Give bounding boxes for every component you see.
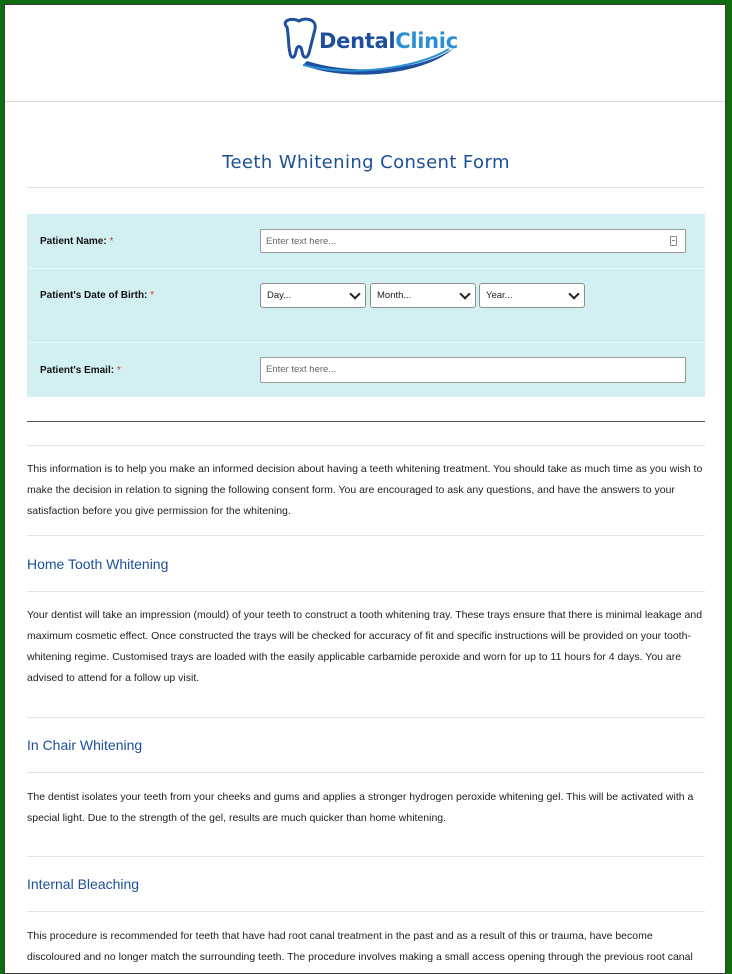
row-separator <box>27 268 705 269</box>
intro-paragraph: This information is to help you make an informed decision about having a teeth whitening treatment. You should take as much time as you wish to make the decision in relation to signing the following consent form. You are encouraged to ask any questions, and have the answers to your satisfaction before you give permission for the whitening. <box>27 463 703 517</box>
email-label: Patient's Email: * <box>40 365 121 376</box>
contact-card-icon <box>670 236 677 246</box>
email-input[interactable] <box>260 357 686 383</box>
form-page <box>4 4 726 974</box>
divider <box>27 911 705 912</box>
divider <box>27 591 705 592</box>
section-heading-internal-bleaching: Internal Bleaching <box>27 876 140 892</box>
patient-name-placeholder: Enter text here... <box>266 236 337 247</box>
divider <box>27 535 705 536</box>
home-whitening-paragraph: Your dentist will take an impression (mould) of your teeth to construct a tooth whitening tray. These trays ensure that there is minimal leakage and maximum cosmetic effect. Once constructed the trays will be checked for accuracy of fit and specific instructions will be provided on your tooth- whitening regime. Customised trays are loaded with the easily applicable carbamide peroxide and worn for up to 11 hours for 4 days. You are advised to attend for a follow up visit. <box>27 609 703 684</box>
divider <box>27 717 705 718</box>
divider <box>27 856 705 857</box>
header <box>5 5 725 102</box>
dob-year-select[interactable]: Year... <box>479 283 585 308</box>
dob-month-select[interactable]: Month... <box>370 283 476 308</box>
section-divider <box>27 421 705 422</box>
chevron-down-icon <box>459 288 470 299</box>
chevron-down-icon <box>349 288 360 299</box>
internal-bleaching-paragraph: This procedure is recommended for teeth that have had root canal treatment in the past and as a result of this or trauma, have become discoloured and no longer match the surrounding teeth. The procedure involves making a small access opening through the previous root canal <box>27 930 693 963</box>
section-heading-in-chair-whitening: In Chair Whitening <box>27 737 143 753</box>
patient-name-label: Patient Name: * <box>40 236 114 247</box>
chevron-down-icon <box>568 288 579 299</box>
divider <box>27 445 705 446</box>
dob-day-select[interactable]: Day... <box>260 283 366 308</box>
section-heading-home-whitening: Home Tooth Whitening <box>27 556 169 572</box>
email-placeholder: Enter text here... <box>266 364 337 375</box>
divider <box>27 772 705 773</box>
dob-label: Patient's Date of Birth: * <box>40 290 155 301</box>
in-chair-whitening-paragraph: The dentist isolates your teeth from your cheeks and gums and applies a stronger hydrogen peroxide whitening gel. This will be activated with a special light. Due to the strength of the gel, results are much quicker than home whitening. <box>27 791 694 824</box>
divider <box>27 187 705 188</box>
form-title: Teeth Whitening Consent Form <box>222 152 510 173</box>
logo-text: DentalClinic <box>319 29 458 53</box>
patient-name-input[interactable] <box>260 229 686 253</box>
row-separator <box>27 342 705 343</box>
